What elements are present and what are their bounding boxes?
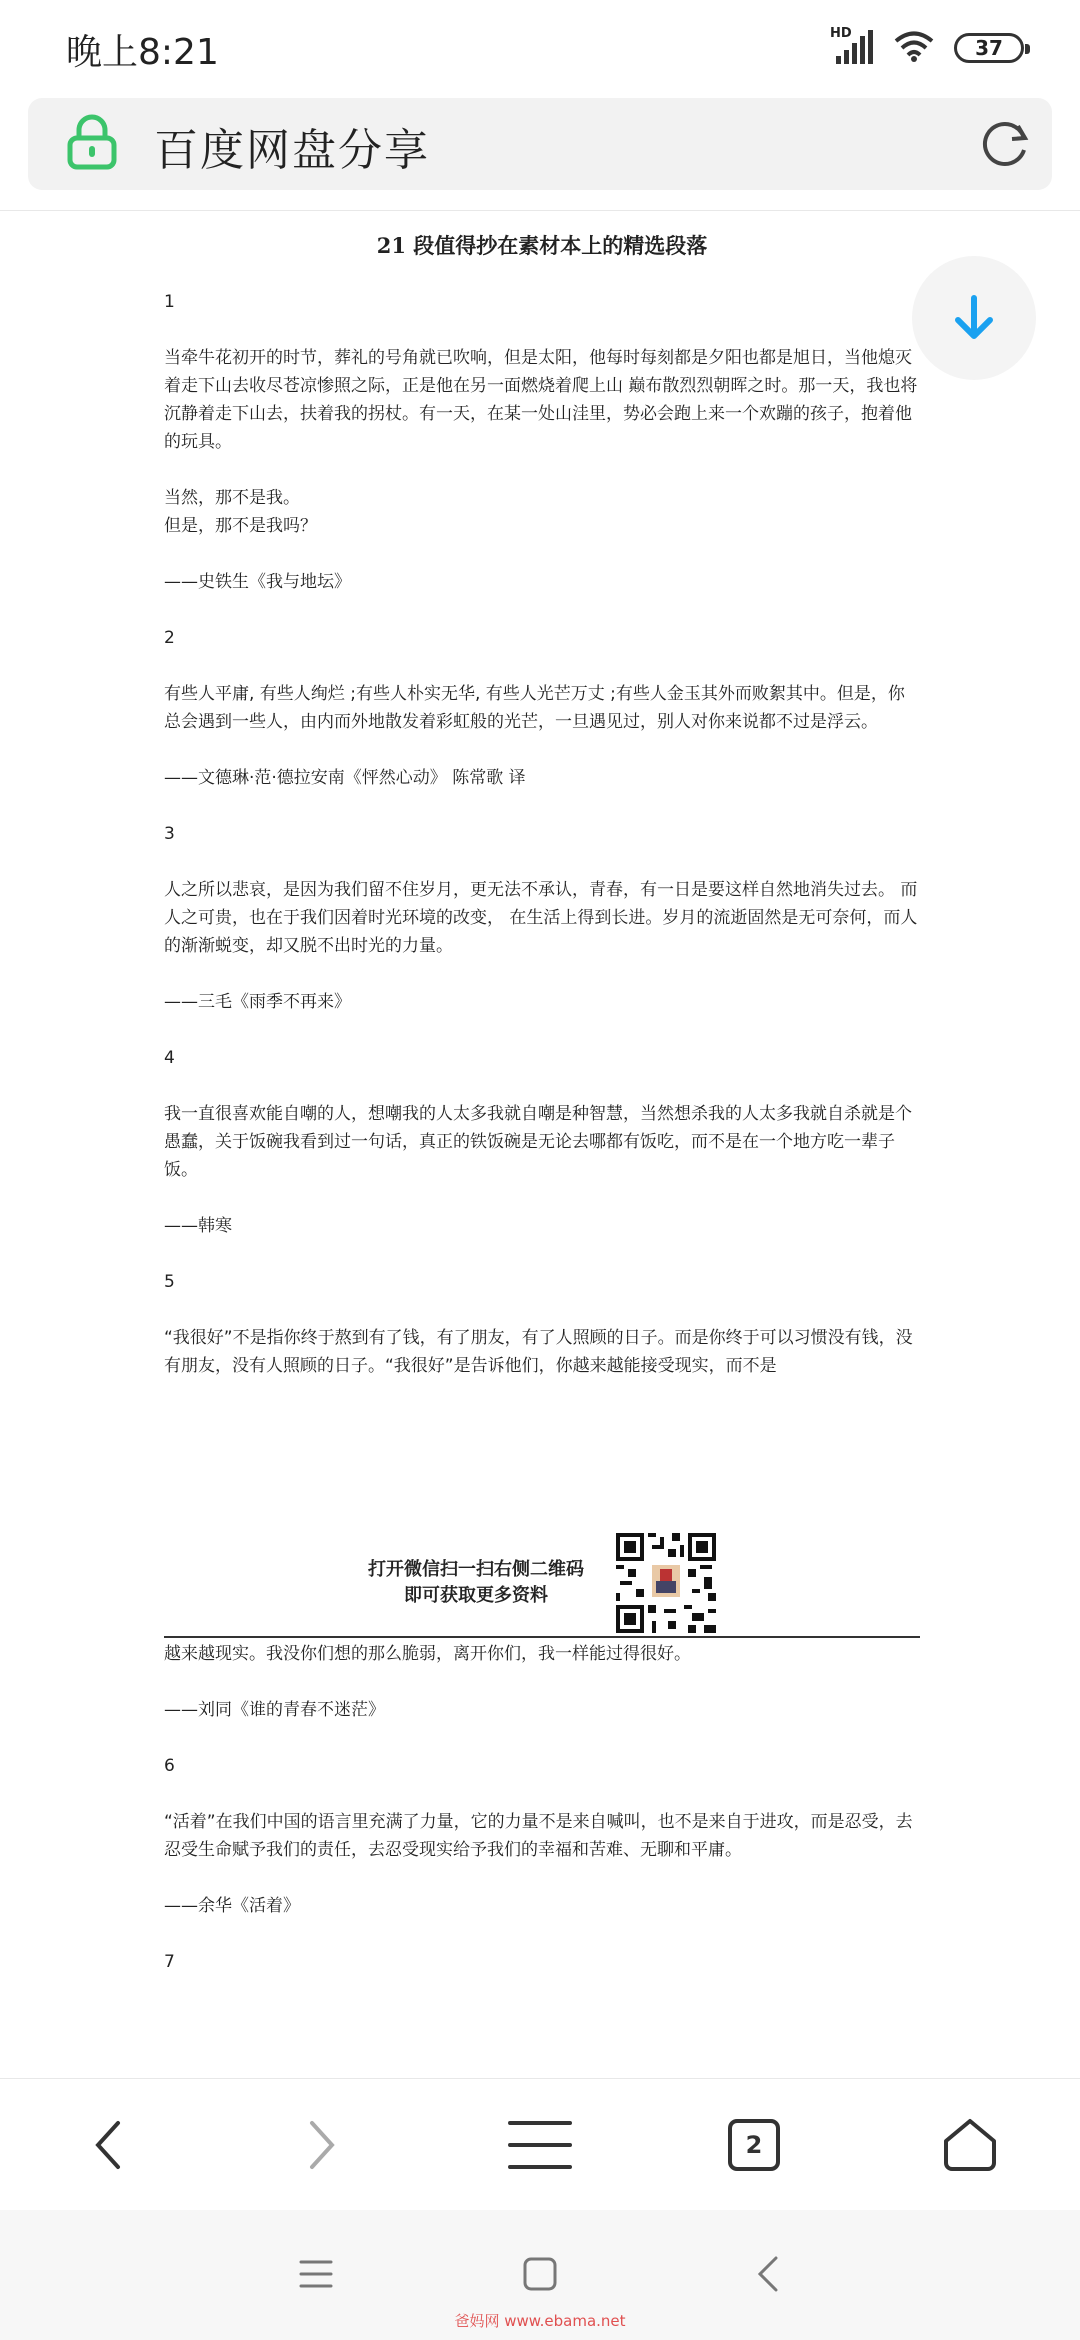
home-icon (942, 2117, 998, 2173)
browser-toolbar (0, 2078, 1080, 2210)
lock-icon[interactable] (66, 114, 118, 174)
reload-icon[interactable] (980, 118, 1032, 174)
paragraph: “活着”在我们中国的语言里充满了力量，它的力量不是来自喊叫，也不是来自于进攻，而是忍受，去忍受生命赋予我们的责任，去忍受现实给予我们的幸福和苦难、无聊和平庸。 (164, 1812, 913, 1860)
chevron-left-icon (88, 2117, 128, 2173)
home-button[interactable] (910, 2079, 1030, 2211)
tab-count: 2 (745, 2131, 763, 2159)
attribution: ——余华《活着》 (164, 1896, 300, 1916)
section-number: 4 (164, 1048, 175, 1068)
divider (164, 1636, 920, 1638)
paragraph: “我很好”不是指你终于熬到有了钱，有了朋友，有了人照顾的日子。而是你终于可以习惯没有钱，没有朋友，没有人照顾的日子。“我很好”是告诉他们，你越来越能接受现实，而不是 (164, 1328, 913, 1376)
section-number: 2 (164, 628, 175, 648)
hamburger-menu-icon (508, 2119, 572, 2171)
system-nav-bar (0, 2210, 1080, 2340)
promo-block (164, 1530, 920, 1636)
paragraph: 当然，那不是我。 但是，那不是我吗？ (164, 488, 317, 536)
system-home-button[interactable] (510, 2244, 570, 2304)
wifi-icon (894, 30, 934, 66)
paragraph: 当牵牛花初开的时节，葬礼的号角就已吹响，但是太阳，他每时每刻都是夕阳也都是旭日，当他熄灭着走下山去收尽苍凉惨照之际，正是他在另一面燃烧着爬上山 巅布散烈烈朝晖之时。那一天，我也将沉静着走下山去，扶着我的拐杖。有一天，在某一处山洼里，势必会跑上来一个欢蹦的孩子，抱着他的玩具。 (164, 348, 918, 452)
address-bar[interactable] (28, 98, 1052, 190)
promo-line: 即可获取更多资料 (404, 1585, 548, 1606)
attribution: ——三毛《雨季不再来》 (164, 992, 351, 1012)
promo-line: 打开微信扫一扫右侧二维码 (368, 1559, 584, 1580)
forward-button[interactable] (262, 2079, 382, 2211)
document-title: 21 段值得抄在素材本上的精选段落 (376, 233, 708, 258)
chevron-right-icon (302, 2117, 342, 2173)
system-back-button[interactable] (738, 2244, 798, 2304)
section-number: 1 (164, 292, 175, 312)
paragraph: 有些人平庸, 有些人绚烂 ;有些人朴实无华, 有些人光芒万丈 ;有些人金玉其外而败絮其中。但是，你总会遇到一些人，由内而外地散发着彩虹般的光芒，一旦遇见过，别人对你来说都不过是浮云。 (164, 684, 905, 732)
attribution: ——史铁生《我与地坛》 (164, 572, 351, 592)
document-view[interactable] (164, 210, 920, 2078)
watermark-text: 爸妈网 www.ebama.net (454, 2312, 626, 2330)
battery-indicator: 37 (954, 33, 1024, 63)
download-arrow-icon (952, 294, 996, 342)
status-bar (0, 0, 1080, 96)
status-time: 晚上8:21 (66, 32, 219, 73)
recent-apps-icon (299, 2259, 333, 2289)
paragraph: 越来越现实。我没你们想的那么脆弱，离开你们，我一样能过得很好。 (164, 1644, 691, 1664)
square-home-icon (523, 2257, 557, 2291)
attribution: ——文德琳·范·德拉安南《怦然心动》 陈常歌 译 (164, 768, 526, 788)
paragraph: 我一直很喜欢能自嘲的人，想嘲我的人太多我就自嘲是种智慧，当然想杀我的人太多我就自杀就是个愚蠢，关于饭碗我看到过一句话，真正的铁饭碗是无论去哪都有饭吃，而不是在一个地方吃一辈子饭。 (164, 1104, 912, 1180)
section-number: 3 (164, 824, 175, 844)
signal-icon (830, 26, 874, 66)
menu-button[interactable] (480, 2079, 600, 2211)
recent-apps-button[interactable] (286, 2244, 346, 2304)
status-icons (830, 28, 1024, 68)
page-gap (164, 1380, 920, 1530)
paragraph: 人之所以悲哀，是因为我们留不住岁月，更无法不承认，青春，有一日是要这样自然地消失过去。 而人之可贵，也在于我们因着时光环境的改变， 在生活上得到长进。岁月的流逝固然是无可奈何，而人的渐渐蜕变，却又脱不出时光的力量。 (164, 880, 918, 956)
promo-text (368, 1557, 584, 1609)
section-number: 7 (164, 1952, 175, 1972)
section-number: 5 (164, 1272, 175, 1292)
tabs-button[interactable] (694, 2079, 814, 2211)
back-button[interactable] (48, 2079, 168, 2211)
section-number: 6 (164, 1756, 175, 1776)
download-button[interactable] (912, 256, 1036, 380)
attribution: ——刘同《谁的青春不迷茫》 (164, 1700, 385, 1720)
network-label: HD (830, 26, 852, 41)
attribution: ——韩寒 (164, 1216, 232, 1236)
back-arrow-icon (756, 2255, 780, 2293)
site-title[interactable]: 百度网盘分享 (154, 125, 430, 176)
qr-code-icon (616, 1533, 716, 1633)
